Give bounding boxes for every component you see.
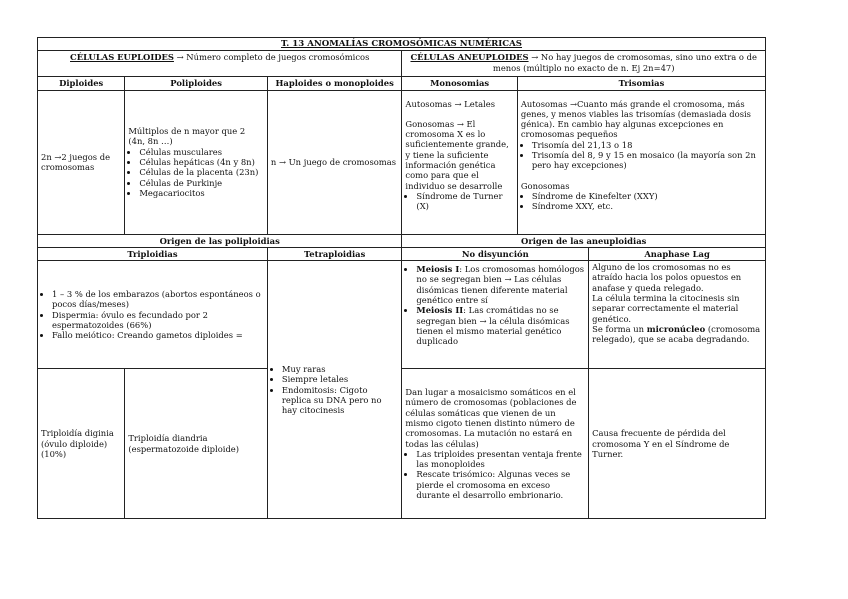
poliploides-list (128, 147, 264, 198)
list-item: • Rescate trisómico: Algunas veces se pierde el cromosoma en exceso durante el desarrollo embrionario. (416, 469, 585, 500)
lag-text-2: La célula termina la citocinesis sin separar correctamente el material genético. (592, 293, 740, 324)
list-item: • Las triploides presentan ventaja frente las monoploides (416, 449, 585, 470)
anaphase-lag-cell (589, 261, 766, 369)
list-item: • Células de la placenta (23n) (139, 167, 264, 177)
list-item: • Trisomía del 8, 9 y 15 en mosaico (la mayoría son 2n pero hay excepciones) (532, 150, 762, 171)
list-item: • Síndrome de Turner (X) (416, 191, 513, 212)
list-item: • Endomitosis: Cigoto replica su DNA pero no hay citocinesis (282, 385, 399, 416)
diploides-header: Diploides (38, 77, 125, 90)
diandria-text: Triploidía diandria (espermatozoide diploide) (128, 433, 240, 454)
list-item: • Fallo meiótico: Creando gametos diploides = (52, 330, 264, 340)
aneuploides-heading (402, 51, 766, 77)
euploides-term: CÉLULAS EUPLOIDES (70, 52, 174, 63)
mono-autosomas: Autosomas → Letales (405, 98, 495, 109)
euploides-heading (38, 51, 402, 77)
list-item: • Células hepáticas (4n y 8n) (139, 157, 264, 167)
tri-gonosomas: Gonosomas (520, 180, 570, 191)
meiosis-1-label: Meiosis I (416, 264, 460, 275)
list-item: • Células musculares (139, 147, 264, 157)
poliploides-intro: Múltiplos de n mayor que 2 (4n, 8n …) (128, 126, 246, 147)
tetraploidias-cell (267, 261, 402, 519)
meiosis-2-text: : Las cromátidas no se segregan bien → la célula disómicas tienen el mismo material genético duplicado (416, 305, 570, 347)
origen-poliploidias-heading: Origen de las poliploidias (38, 234, 402, 247)
diploides-text: 2n →2 juegos de cromosomas (41, 151, 111, 173)
list-item: • Síndrome XXY, etc. (532, 201, 762, 211)
triploidias-cell (38, 261, 268, 369)
list-item: • Siempre letales (282, 374, 399, 384)
page-title: T. 13 ANOMALÍAS CROMOSÓMICAS NUMÉRICAS (38, 38, 766, 51)
mosaicismo-cell (402, 369, 589, 519)
diandria-cell (125, 369, 268, 519)
list-item: • Trisomía del 21,13 o 18 (532, 140, 762, 150)
haploides-text: n → Un juego de cromosomas (270, 156, 397, 167)
list-item: • 1 – 3 % de los embarazos (abortos espontáneos o pocos días/meses) (52, 289, 264, 310)
meiosis-1-text: : Los cromosomas homólogos no se segregan bien → Las células disómicas tienen diferente material genético entre sí (416, 264, 585, 306)
poliploides-header: Poliploides (125, 77, 268, 90)
document-page (37, 37, 766, 519)
digynia-cell (38, 369, 125, 519)
mosaic-list (405, 449, 585, 500)
tri-autosomas: Autosomas →Cuanto más grande el cromosoma, más genes, y menos viables las trisomías (demasiada dosis génica). En cambio hay algunas excepciones en cromosomas pequeños (520, 98, 751, 140)
monosomias-cell (402, 90, 517, 234)
trisomias-header: Trisomias (517, 77, 765, 90)
aneuploides-term: CÉLULAS ANEUPLOIDES (410, 52, 529, 63)
monosomias-header: Monosomias (402, 77, 517, 90)
anaphase-lag-header: Anaphase Lag (589, 247, 766, 260)
triploidias-header: Triploidias (38, 247, 268, 260)
list-item: • Células de Purkinje (139, 178, 264, 188)
mosaic-text: Dan lugar a mosaicismo somáticos en el número de cromosomas (poblaciones de células somáticas que vienen de un mismo cigoto tienen distinto número de cromosomas. La mutación no estará en todas las células) (405, 387, 577, 449)
anomalias-table (37, 37, 766, 519)
mono-gonosomas: Gonosomas → El cromosoma X es lo suficientemente grande, y tiene la suficiente información genética como para que el individuo se desarrolle (405, 118, 509, 191)
turner-cell (589, 369, 766, 519)
no-disyuncion-header: No disyunción (402, 247, 589, 260)
turner-text: Causa frecuente de pérdida del cromosoma Y en el Síndrome de Turner. (592, 428, 730, 459)
list-item (416, 264, 585, 305)
list-item: • Dispermia: óvulo es fecundado por 2 espermatozoides (66%) (52, 310, 264, 331)
lag-text-3 (592, 324, 762, 345)
list-item: • Síndrome de Kinefelter (XXY) (532, 191, 762, 201)
tetraploidias-list (271, 364, 399, 415)
triploidias-list (41, 289, 264, 340)
origen-aneuploidias-heading: Origen de las aneuploidias (402, 234, 766, 247)
no-disyuncion-cell (402, 261, 589, 369)
haploides-cell (267, 90, 402, 234)
list-item: • Muy raras (282, 364, 399, 374)
digynia-text: Triploidía diginia (óvulo diploide) (10%) (41, 428, 114, 459)
lag-text-3-pre: Se forma un (592, 323, 647, 334)
list-item: • Megacariocitos (139, 188, 264, 198)
diploides-cell (38, 90, 125, 234)
haploides-header: Haploides o monoploides (267, 77, 402, 90)
poliploides-cell (125, 90, 268, 234)
gonosomas-list (521, 191, 762, 212)
lag-text-1: Alguno de los cromosomas no es atraído hacia los polos opuestos en anafase y queda relegado. (592, 262, 742, 293)
tetraploidias-header: Tetraploidias (267, 247, 402, 260)
trisomias-cell (517, 90, 765, 234)
no-disyuncion-list (405, 264, 585, 346)
euploides-desc: → Número completo de juegos cromosómicos (176, 52, 370, 63)
list-item (416, 305, 585, 346)
lag-text-3-post: (cromosoma relegado), que se acaba degradando. (592, 323, 761, 345)
trisomias-list (521, 140, 762, 171)
monosomias-list (405, 191, 513, 212)
micronucleo-term: micronúcleo (646, 323, 706, 334)
aneuploides-desc: → No hay juegos de cromosomas, sino uno extra o de menos (múltiplo no exacto de n. Ej 2n=47) (492, 52, 757, 73)
meiosis-2-label: Meiosis II (416, 305, 464, 316)
